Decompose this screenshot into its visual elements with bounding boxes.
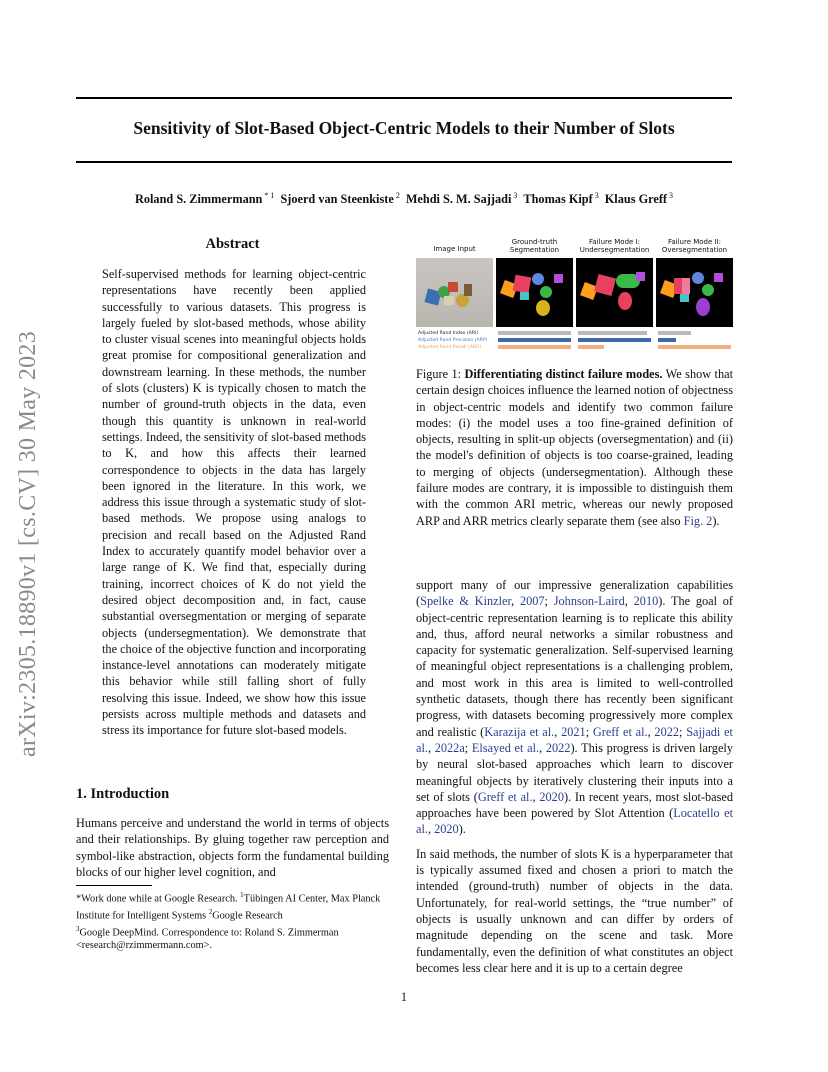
- text-run: support many of our impressive generalization capabilities (: [416, 578, 733, 609]
- text-run: ,: [539, 740, 546, 755]
- abstract-heading: Abstract: [205, 236, 260, 252]
- object-shape: [448, 282, 458, 292]
- citation-link[interactable]: Karazija et al.: [484, 724, 555, 739]
- footnote-rule: [76, 885, 152, 886]
- right-paragraph-2: In said methods, the number of slots K is a hyperparameter that is typically assumed fixed and chosen a priori to match the intended (ground-truth) number of objects in the data. Unfortunately, for real-world settings, the “true number” of objects is usually unknown and can differ by orders of magnitude depending on the scene and task. More fundamentally, even the definition of what constitutes an object becomes less clear here and it is up to a certain degree: [416, 846, 733, 975]
- metric-bar: [498, 338, 571, 342]
- citation-link[interactable]: 2010: [633, 594, 659, 609]
- text-run: ;: [464, 740, 472, 755]
- segment-shape: [536, 300, 550, 316]
- text-run: ). The goal of object-centric representation learning is to replicate this ability and, thus, afford neural networks a similar robustness and capacity for systematic generalization. Self-supervised learning of meaningful object representations is a challenging problem, and most work in this area is limited to well-controlled synthetic datasets, though there has recently been significant progress, with datasets becoming progressively more complex and realistic (: [416, 594, 734, 739]
- citation-link[interactable]: Locatello et al.: [416, 806, 733, 837]
- metric-bar: [658, 345, 731, 349]
- page-number: 1: [400, 990, 408, 1004]
- metric-bar: [498, 345, 571, 349]
- text-run: ,: [511, 594, 520, 609]
- segment-shape: [513, 275, 532, 294]
- text-run: ). This progress is driven largely by neural slot-based approaches which learn to discover meaningful objects by iteratively clustering their inputs into a set of slots (: [416, 740, 733, 804]
- citation-link[interactable]: 2022: [654, 724, 680, 739]
- footnote-sup: 1: [240, 891, 244, 899]
- image-input-panel: [416, 258, 493, 327]
- segment-shape: [674, 278, 682, 294]
- segment-shape: [594, 274, 616, 296]
- caption-label: Figure 1:: [416, 367, 465, 381]
- citation-link[interactable]: Johnson-Laird: [553, 594, 625, 609]
- object-shape: [444, 296, 454, 305]
- footnote-line: *Work done while at Google Research.: [76, 893, 241, 905]
- metric-bar: [578, 338, 651, 342]
- figure-1-caption: [416, 366, 733, 529]
- author-name: Roland S. Zimmermann $^{* 1}$: [134, 191, 275, 207]
- author-affiliation: 3: [592, 191, 599, 200]
- citation-link[interactable]: 2007: [519, 594, 545, 609]
- abstract-paragraph: Self-supervised methods for learning object-centric representations have recently been applied successfully to various datasets. This progress is largely fueled by slot-based methods, whose ability to cluster visual scenes into meaningful objects holds great promise for compositional generalization and downstream learning. In these methods, the number of slots (clusters) K is typically chosen to match the number of ground-truth objects in the data, even though this quantity is unknown in real-world settings. Indeed, the sensitivity of slot-based methods to K, and how this affects their learned correspondence to objects in the data has largely been ignored in the literature. In this work, we address this issue through a systematic study of slot-based methods. We propose using analogs to precision and recall based on the Adjusted Rand Index to accurately quantify model behavior over a large range of K. We find that, especially during training, incorrect choices of K do not yield the desired object decomposition and, in fact, cause substantial oversegmentation or merging of separate objects (undersegmentation). We demonstrate that the choice of the objective function and incorporating instance-level annotations can moderately mitigate this behavior while still falling short of fully resolving this issue. Indeed, we show how this issue persists across multiple methods and datasets and stress its importance for future slot-based models.: [102, 267, 366, 738]
- metric-bar: [658, 338, 676, 342]
- segment-shape: [702, 284, 714, 296]
- citation-link[interactable]: 2020: [434, 822, 459, 837]
- citation-link[interactable]: 2022: [545, 740, 571, 755]
- panel-title-undersegmentation: Failure Mode I: Undersegmentation: [579, 238, 650, 254]
- author-name: Klaus Greff $^3$: [604, 191, 674, 207]
- panel-title-image-input: Image Input: [433, 245, 476, 253]
- text-run: ,: [427, 822, 435, 837]
- panel-title-ground-truth: Ground-truth Segmentation: [509, 238, 560, 254]
- footnote: [76, 889, 389, 953]
- author-affiliation: * 1: [262, 191, 275, 200]
- segment-shape: [554, 274, 563, 283]
- citation-link[interactable]: 2020: [539, 789, 564, 804]
- introduction-paragraph: Humans perceive and understand the world in terms of objects and their relationships. By gluing together raw perception and symbol-like abstraction, objects form the fundamental building blocks of our higher level cognition, and: [76, 816, 389, 879]
- undersegmentation-panel: [576, 258, 653, 327]
- abstract-text: [102, 266, 366, 739]
- author-affiliation: 3: [667, 191, 674, 200]
- introduction-text: [76, 815, 389, 880]
- text-run: ).: [458, 822, 466, 837]
- segment-shape: [520, 292, 529, 300]
- text-run: ,: [554, 724, 562, 739]
- caption-text: We show that certain design choices influence the learned notion of objectness in object-centric models and identify two common failure modes: (i) the model uses a too fine-grained definition of objects, resulting in split-up objects (oversegmentation) and (ii) the model's definition of objects is too coarse-grained, leading to merging of objects (undersegmentation). Although these failure modes are contrary, it is impossible to distinguish them with the common ARI metric, whereas our newly proposed ARP and ARR metrics clearly separate them (see also: [416, 367, 733, 528]
- segment-shape: [680, 294, 689, 302]
- title-bottom-rule: [76, 161, 732, 163]
- caption-paragraph: [416, 366, 733, 529]
- right-paragraph-1: [416, 577, 733, 838]
- caption-bold: Differentiating distinct failure modes.: [464, 367, 663, 381]
- right-column-text: [416, 577, 733, 976]
- top-rule: [76, 97, 732, 99]
- object-shape: [464, 284, 472, 296]
- ground-truth-panel: [496, 258, 573, 327]
- panel-title-oversegmentation: Failure Mode II: Oversegmentation: [661, 238, 728, 254]
- metric-bar: [498, 331, 571, 335]
- metric-label-ari: Adjusted Rand Index (ARI): [418, 331, 479, 336]
- caption-end: ).: [712, 513, 720, 528]
- text-run: ,: [647, 724, 655, 739]
- text-run: ). In recent years, most slot-based approaches have been powered by Slot Attention (: [416, 789, 733, 821]
- metric-label-arp: Adjusted Rand Precision (ARP): [418, 338, 488, 343]
- citation-link[interactable]: Spelke & Kinzler: [420, 594, 512, 609]
- introduction-heading: 1. Introduction: [76, 786, 170, 802]
- text-run: ,: [427, 740, 435, 755]
- footnote-line: Google DeepMind. Correspondence to: Roland S. Zimmerman <research@rzimmermann.com>.: [76, 927, 339, 952]
- metric-bar: [658, 331, 691, 335]
- author-affiliation: 2: [393, 191, 400, 200]
- segment-shape: [618, 292, 632, 310]
- text-run: ;: [544, 594, 554, 609]
- author-name: Thomas Kipf $^3$: [523, 191, 599, 207]
- segment-shape: [714, 273, 723, 282]
- author-name: Sjoerd van Steenkiste $^2$: [280, 191, 400, 207]
- metric-bar: [578, 345, 604, 349]
- arxiv-identifier: arXiv:2305.18890v1 [cs.CV] 30 May 2023: [15, 330, 41, 757]
- author-list: [76, 191, 732, 207]
- footnote-line: Tübingen AI Center, Max Planck Institute for Intelligent Systems: [76, 893, 381, 922]
- segment-shape: [696, 298, 710, 316]
- segment-shape: [636, 272, 645, 281]
- segment-shape: [532, 273, 544, 285]
- segment-shape: [682, 278, 690, 294]
- citation-link[interactable]: Greff et al.: [477, 789, 533, 804]
- citation-link[interactable]: Sajjadi et al.: [416, 724, 733, 755]
- footnote-sup: 2: [208, 907, 213, 916]
- citation-link[interactable]: Elsayed et al.: [471, 740, 540, 755]
- citation-link[interactable]: Greff et al.: [592, 724, 648, 739]
- footnote-sup: 3: [76, 924, 80, 933]
- text-run: ,: [532, 789, 540, 804]
- text-run: ;: [585, 724, 593, 739]
- author-name: Mehdi S. M. Sajjadi $^3$: [405, 191, 518, 207]
- oversegmentation-panel: [656, 258, 733, 327]
- metric-bar: [578, 331, 647, 335]
- figure-2-link[interactable]: Fig. 2: [683, 513, 713, 528]
- footnote-line: Google Research: [212, 910, 283, 922]
- citation-link[interactable]: 2021: [561, 724, 586, 739]
- metric-label-arr: Adjusted Rand Recall (ARR): [418, 345, 482, 350]
- segment-shape: [540, 286, 552, 298]
- segment-shape: [692, 272, 704, 284]
- citation-link[interactable]: 2022a: [434, 740, 465, 755]
- figure-1: [416, 236, 733, 356]
- text-run: ,: [624, 594, 634, 609]
- paper-title: Sensitivity of Slot-Based Object-Centric Models to their Number of Slots: [133, 118, 675, 138]
- author-affiliation: 3: [511, 191, 518, 200]
- text-run: ;: [679, 724, 687, 739]
